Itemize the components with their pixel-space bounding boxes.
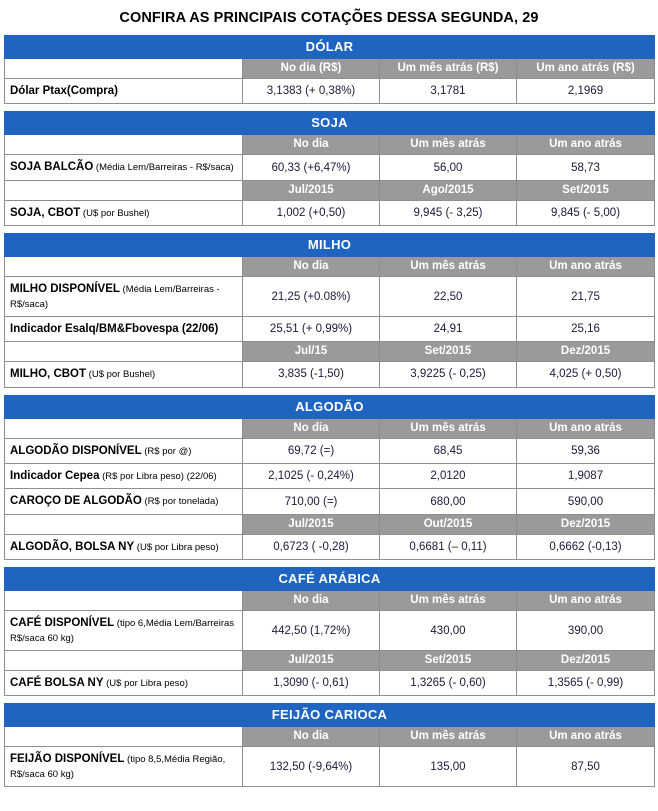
value-cell: 60,33 (+6,47%) <box>243 155 380 180</box>
column-header: Jul/15 <box>243 342 380 362</box>
row-label-sub: (Média Lem/Barreiras - R$/saca) <box>10 284 220 310</box>
value-cell: 87,50 <box>517 747 655 787</box>
value-cell: 0,6662 (-0,13) <box>517 534 655 559</box>
column-header-row <box>5 342 655 362</box>
row-label-sub: (U$ por Libra peso) <box>134 541 219 553</box>
header-empty-cell <box>5 59 243 79</box>
value-cell: 25,16 <box>517 316 655 341</box>
section-title: CAFÉ ARÁBICA <box>5 568 655 591</box>
column-header: Out/2015 <box>380 514 517 534</box>
section-header-row <box>5 112 655 135</box>
section-title: MILHO <box>5 234 655 257</box>
column-header: Dez/2015 <box>517 650 655 670</box>
value-cell: 135,00 <box>380 747 517 787</box>
value-cell: 56,00 <box>380 155 517 180</box>
value-cell: 1,9087 <box>517 464 655 489</box>
value-cell: 68,45 <box>380 438 517 463</box>
value-cell: 69,72 (=) <box>243 438 380 463</box>
row-label-main: MILHO DISPONÍVEL <box>10 283 120 296</box>
value-cell: 3,835 (-1,50) <box>243 362 380 387</box>
row-label-main: SOJA BALCÃO <box>10 161 94 174</box>
value-cell: 9,845 (- 5,00) <box>517 200 655 225</box>
column-header-row <box>5 418 655 438</box>
column-header-row <box>5 591 655 611</box>
table-row <box>5 464 655 489</box>
table-row <box>5 277 655 317</box>
column-header: No dia <box>243 591 380 611</box>
header-empty-cell <box>5 650 243 670</box>
section-header-row <box>5 234 655 257</box>
value-cell: 430,00 <box>380 611 517 651</box>
section-spacer <box>5 696 655 704</box>
table-row <box>5 200 655 225</box>
value-cell: 2,1969 <box>517 79 655 104</box>
row-label-sub: (R$ por Libra peso) (22/06) <box>99 471 217 482</box>
header-empty-cell <box>5 727 243 747</box>
table-row <box>5 79 655 104</box>
table-body <box>5 36 655 787</box>
section-header-row <box>5 395 655 418</box>
value-cell: 9,945 (- 3,25) <box>380 200 517 225</box>
column-header: Um mês atrás <box>380 135 517 155</box>
spacer-cell <box>5 560 655 568</box>
value-cell: 3,9225 (- 0,25) <box>380 362 517 387</box>
row-label-sub: (U$ por Bushel) <box>80 207 150 219</box>
column-header: No dia <box>243 135 380 155</box>
column-header: Jul/2015 <box>243 180 380 200</box>
value-cell: 59,36 <box>517 438 655 463</box>
value-cell: 710,00 (=) <box>243 489 380 514</box>
column-header: Um ano atrás <box>517 257 655 277</box>
header-empty-cell <box>5 135 243 155</box>
value-cell: 0,6723 ( -0,28) <box>243 534 380 559</box>
value-cell: 390,00 <box>517 611 655 651</box>
cotacoes-table <box>4 35 655 787</box>
column-header: Um ano atrás <box>517 418 655 438</box>
row-label <box>5 670 243 695</box>
spacer-cell <box>5 387 655 395</box>
value-cell: 4,025 (+ 0,50) <box>517 362 655 387</box>
row-label-main: FEIJÃO DISPONÍVEL <box>10 753 125 766</box>
spacer-cell <box>5 696 655 704</box>
row-label <box>5 534 243 559</box>
row-label-main: CAFÉ DISPONÍVEL <box>10 617 115 630</box>
row-label-main: ALGODÃO, BOLSA NY <box>10 540 135 553</box>
value-cell: 58,73 <box>517 155 655 180</box>
row-label <box>5 464 243 489</box>
value-cell: 21,75 <box>517 277 655 317</box>
column-header: No dia (R$) <box>243 59 380 79</box>
section-title: FEIJÃO CARIOCA <box>5 704 655 727</box>
column-header: Ago/2015 <box>380 180 517 200</box>
row-label <box>5 438 243 463</box>
section-title: SOJA <box>5 112 655 135</box>
section-header-row <box>5 36 655 59</box>
column-header: Um mês atrás <box>380 418 517 438</box>
value-cell: 2,0120 <box>380 464 517 489</box>
header-empty-cell <box>5 418 243 438</box>
column-header-row <box>5 514 655 534</box>
column-header: Um ano atrás (R$) <box>517 59 655 79</box>
section-spacer <box>5 104 655 112</box>
value-cell: 0,6681 (– 0,11) <box>380 534 517 559</box>
row-label-sub: (U$ por Libra peso) <box>103 677 188 689</box>
row-label-sub: (tipo 8,5,Média Região, R$/saca 60 kg) <box>10 754 226 780</box>
row-label <box>5 79 243 104</box>
column-header: Um mês atrás (R$) <box>380 59 517 79</box>
spacer-cell <box>5 226 655 234</box>
section-title: ALGODÃO <box>5 395 655 418</box>
table-row <box>5 489 655 514</box>
column-header: Set/2015 <box>380 650 517 670</box>
row-label-sub: (R$ por tonelada) <box>141 496 219 508</box>
value-cell: 680,00 <box>380 489 517 514</box>
row-label-main: Indicador Esalq/BM&Fbovespa (22/06) <box>10 322 219 335</box>
column-header: Um ano atrás <box>517 727 655 747</box>
section-spacer <box>5 387 655 395</box>
table-row <box>5 534 655 559</box>
column-header-row <box>5 135 655 155</box>
row-label <box>5 747 243 787</box>
table-row <box>5 670 655 695</box>
row-label <box>5 362 243 387</box>
value-cell: 3,1383 (+ 0,38%) <box>243 79 380 104</box>
spacer-cell <box>5 104 655 112</box>
value-cell: 590,00 <box>517 489 655 514</box>
value-cell: 1,3265 (- 0,60) <box>380 670 517 695</box>
column-header: No dia <box>243 257 380 277</box>
row-label-main: CAROÇO DE ALGODÃO <box>10 495 142 508</box>
value-cell: 1,3565 (- 0,99) <box>517 670 655 695</box>
column-header: Dez/2015 <box>517 342 655 362</box>
column-header: No dia <box>243 727 380 747</box>
row-label-main: Dólar Ptax(Compra) <box>10 85 118 97</box>
value-cell: 1,3090 (- 0,61) <box>243 670 380 695</box>
table-row <box>5 611 655 651</box>
column-header: Set/2015 <box>380 342 517 362</box>
column-header: Um mês atrás <box>380 257 517 277</box>
section-header-row <box>5 704 655 727</box>
row-label <box>5 155 243 180</box>
row-label-sub: (U$ por Bushel) <box>86 369 156 381</box>
column-header-row <box>5 180 655 200</box>
table-row <box>5 155 655 180</box>
section-spacer <box>5 560 655 568</box>
column-header: Um mês atrás <box>380 727 517 747</box>
page-title: CONFIRA AS PRINCIPAIS COTAÇÕES DESSA SEGUNDA, 29 <box>119 10 539 26</box>
column-header: No dia <box>243 418 380 438</box>
column-header: Um ano atrás <box>517 591 655 611</box>
row-label <box>5 277 243 317</box>
column-header: Um mês atrás <box>380 591 517 611</box>
row-label-main: CAFÉ BOLSA NY <box>10 676 104 689</box>
value-cell: 132,50 (-9,64%) <box>243 747 380 787</box>
column-header: Um ano atrás <box>517 135 655 155</box>
value-cell: 1,002 (+0,50) <box>243 200 380 225</box>
row-label <box>5 316 243 341</box>
table-row <box>5 316 655 341</box>
header-empty-cell <box>5 180 243 200</box>
row-label <box>5 200 243 225</box>
section-title: DÓLAR <box>5 36 655 59</box>
row-label-sub: (Média Lem/Barreiras - R$/saca) <box>93 162 234 174</box>
value-cell: 2,1025 (- 0,24%) <box>243 464 380 489</box>
row-label-main: Indicador Cepea <box>10 470 100 482</box>
table-row <box>5 747 655 787</box>
value-cell: 442,50 (1,72%) <box>243 611 380 651</box>
row-label-main: SOJA, CBOT <box>10 206 81 219</box>
column-header-row <box>5 727 655 747</box>
row-label-sub: (tipo 6,Média Lem/Barreiras R$/saca 60 kg) <box>10 618 235 644</box>
value-cell: 22,50 <box>380 277 517 317</box>
header-empty-cell <box>5 514 243 534</box>
value-cell: 24,91 <box>380 316 517 341</box>
row-label <box>5 489 243 514</box>
header-empty-cell <box>5 342 243 362</box>
header-empty-cell <box>5 591 243 611</box>
column-header: Jul/2015 <box>243 650 380 670</box>
header-empty-cell <box>5 257 243 277</box>
table-row <box>5 438 655 463</box>
row-label-main: ALGODÃO DISPONÍVEL <box>10 444 142 457</box>
column-header: Jul/2015 <box>243 514 380 534</box>
value-cell: 21,25 (+0.08%) <box>243 277 380 317</box>
value-cell: 25,51 (+ 0,99%) <box>243 316 380 341</box>
table-row <box>5 362 655 387</box>
column-header-row <box>5 257 655 277</box>
section-header-row <box>5 568 655 591</box>
column-header-row <box>5 650 655 670</box>
column-header: Set/2015 <box>517 180 655 200</box>
row-label-sub: (R$ por @) <box>141 445 192 457</box>
row-label <box>5 611 243 651</box>
value-cell: 3,1781 <box>380 79 517 104</box>
row-label-main: MILHO, CBOT <box>10 368 87 381</box>
column-header: Dez/2015 <box>517 514 655 534</box>
column-header-row <box>5 59 655 79</box>
section-spacer <box>5 226 655 234</box>
